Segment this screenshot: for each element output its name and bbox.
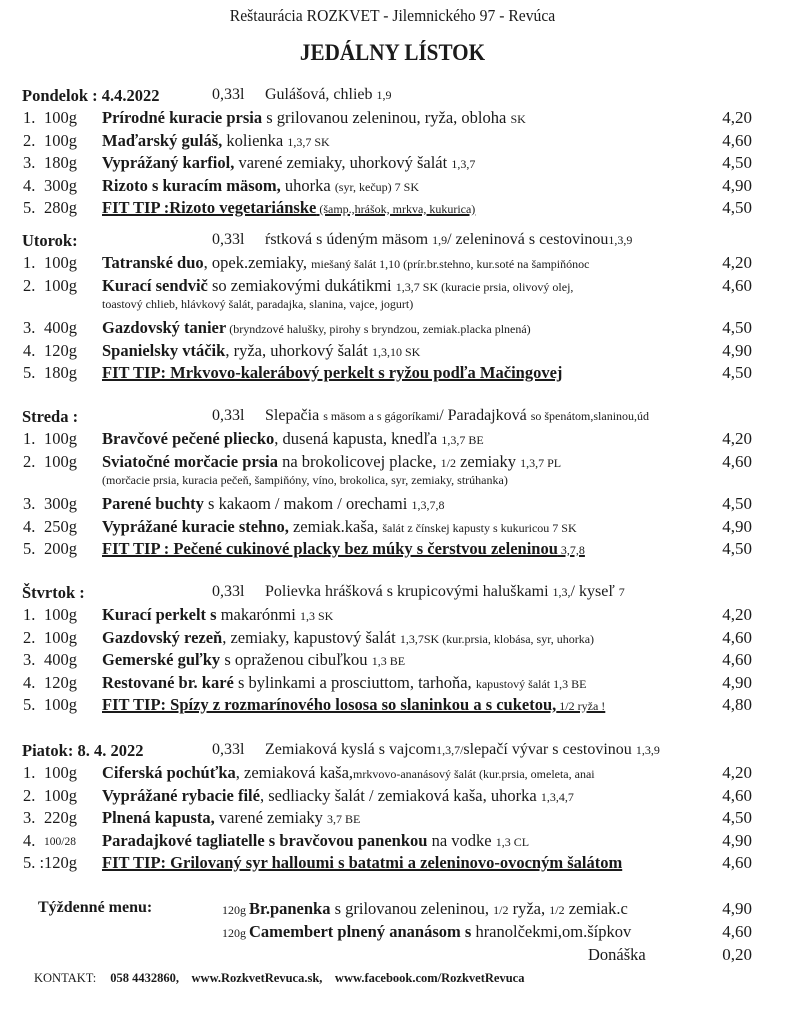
- text-fragment: 120g: [222, 903, 249, 917]
- text-fragment: Rizoto s kuracím mäsom,: [102, 175, 281, 195]
- item-weight: 250g: [44, 516, 77, 536]
- day-header: [22, 86, 775, 108]
- item-description: [102, 452, 715, 472]
- menu-item: [0, 808, 785, 830]
- weekly-item-price: 4,60: [722, 922, 752, 941]
- item-number: 1.: [23, 253, 36, 272]
- menu-title: JEDÁLNY LÍSTOK: [299, 40, 486, 65]
- text-fragment: s kakaom / makom / orechami: [203, 494, 412, 513]
- menu-item: [0, 318, 785, 340]
- item-weight: 100/28: [44, 835, 76, 848]
- item-description: [102, 363, 715, 383]
- text-fragment: 1/2: [440, 455, 456, 470]
- text-fragment: Restované br. karé: [102, 672, 234, 692]
- item-weight: 100g: [44, 695, 77, 714]
- text-fragment: kapustový šalát 1,3 BE: [475, 676, 587, 691]
- text-fragment: na brokolicovej placke,: [277, 451, 441, 471]
- item-description: [102, 517, 715, 537]
- soup-volume: 0,33l: [212, 583, 245, 600]
- text-fragment: s bylinkami a prosciuttom, tarhoňa,: [233, 672, 476, 692]
- text-fragment: Parené buchty: [102, 494, 204, 513]
- text-fragment: FIT TIP :Rizoto vegetariánske: [102, 198, 317, 217]
- text-fragment: ŕstková s údeným mäsom: [265, 231, 433, 248]
- item-description: [102, 494, 715, 514]
- text-fragment: 1,9: [376, 88, 392, 102]
- menu-item: [0, 628, 785, 650]
- item-price: 4,60: [722, 853, 752, 872]
- soup-of-the-day: [265, 407, 775, 425]
- item-description: [102, 673, 715, 693]
- item-weight: 400g: [44, 650, 77, 669]
- text-fragment: 1,3,7 SK (kuracie prsia, olivový olej,: [395, 279, 574, 294]
- item-number: 1.: [23, 429, 36, 448]
- menu-item: [0, 539, 785, 561]
- item-number: 3.: [23, 808, 36, 827]
- item-weight: 300g: [44, 175, 77, 195]
- contact-website[interactable]: www.RozkvetRevuca.sk,: [191, 971, 323, 985]
- item-number: 1.: [23, 605, 36, 624]
- weekly-item-description: [222, 899, 712, 919]
- text-fragment: s grilovanou zeleninou,: [330, 899, 494, 918]
- text-fragment: Vyprážané kuracie stehno,: [102, 516, 289, 536]
- item-weight: 300g: [44, 494, 77, 513]
- item-price: 4,90: [722, 830, 752, 850]
- item-price: 4,20: [722, 763, 752, 782]
- item-price: 4,90: [722, 516, 752, 536]
- item-description: [102, 808, 715, 828]
- day-header: [22, 407, 775, 429]
- text-fragment: , sedliacky šalát / zemiaková kaša, uhorka: [259, 785, 541, 805]
- item-description: [102, 341, 715, 361]
- text-fragment: Kurací perkelt s: [102, 605, 217, 624]
- text-fragment: (šamp.,hrášok, mrkva, kukurica): [316, 202, 476, 216]
- item-price: 4,50: [722, 808, 752, 827]
- text-fragment: Polievka hrášková s krupicovými haluškami: [265, 583, 553, 600]
- day-header: [22, 231, 775, 253]
- item-weight: 100g: [44, 605, 77, 624]
- item-price: 4,50: [722, 363, 752, 382]
- item-description: [102, 695, 715, 715]
- soup-of-the-day: [265, 231, 775, 249]
- item-description: [102, 318, 715, 338]
- item-description: [102, 539, 715, 559]
- text-fragment: 1,3,7SK (kur.prsia, klobása, syr, uhorka): [399, 631, 595, 646]
- text-fragment: 7: [618, 585, 625, 599]
- item-description: [102, 176, 715, 196]
- item-description: [102, 763, 715, 783]
- text-fragment: / Paradajková: [439, 407, 531, 424]
- item-number: 2.: [23, 130, 36, 150]
- text-fragment: , zemiaková kaša,: [235, 763, 354, 782]
- menu-item: [0, 605, 785, 627]
- text-fragment: slepačí vývar s cestovinou: [463, 741, 636, 758]
- text-fragment: s mäsom a s gágoríkami: [323, 409, 440, 423]
- menu-item: [0, 452, 785, 474]
- text-fragment: varené zemiaky, uhorkový šalát: [234, 153, 452, 172]
- text-fragment: Vyprážané rybacie filé: [102, 785, 260, 805]
- text-fragment: varené zemiaky: [214, 808, 328, 827]
- day-name: Pondelok : 4.4.2022: [22, 86, 160, 105]
- item-weight: 180g: [44, 153, 77, 172]
- item-number: 1.: [23, 763, 36, 782]
- text-fragment: Tatranské duo: [102, 253, 204, 272]
- item-number: 4.: [23, 175, 36, 195]
- delivery-label: Donáška: [588, 945, 646, 964]
- menu-item: [0, 517, 785, 539]
- menu-item: [0, 341, 785, 363]
- soup-volume: 0,33l: [212, 231, 245, 248]
- item-weight: 280g: [44, 198, 77, 217]
- text-fragment: 1,3,10 SK: [371, 344, 421, 359]
- item-number: 3.: [23, 153, 36, 172]
- item-weight: 100g: [44, 429, 77, 448]
- day-name: Štvrtok :: [22, 583, 85, 602]
- item-price: 4,60: [722, 627, 752, 647]
- day-header: [22, 583, 775, 605]
- menu-item: [0, 429, 785, 451]
- soup-of-the-day: [265, 86, 775, 104]
- text-fragment: 1,3,4,7: [540, 789, 574, 804]
- menu-item: [0, 831, 785, 853]
- item-description: [102, 831, 715, 851]
- item-price: 4,80: [722, 695, 752, 714]
- item-number: 3.: [23, 318, 36, 337]
- menu-item: [0, 494, 785, 516]
- text-fragment: miešaný šalát 1,10 (prír.br.stehno, kur.soté na šampiňónoc: [311, 257, 590, 271]
- item-price: 4,20: [722, 253, 752, 272]
- menu-item: [0, 786, 785, 808]
- menu-item: [0, 131, 785, 153]
- text-fragment: makarónmi: [216, 605, 300, 624]
- menu-item: [0, 695, 785, 717]
- item-description: [102, 853, 715, 873]
- item-price: 4,20: [722, 108, 752, 127]
- menu-item: [0, 363, 785, 385]
- item-weight: 100g: [44, 275, 77, 295]
- text-fragment: mrkvovo-ananásový šalát (kur.prsia, omeleta, anai: [353, 767, 595, 781]
- text-fragment: , ryža, uhorkový šalát: [225, 340, 372, 360]
- menu-item: [0, 276, 785, 298]
- text-fragment: Ciferská pochúťka: [102, 763, 236, 782]
- text-fragment: 3,7,8: [557, 543, 585, 557]
- text-fragment: SK: [510, 112, 526, 126]
- item-weight: 220g: [44, 808, 77, 827]
- text-fragment: 1,3,7: [451, 157, 476, 171]
- text-fragment: Bravčové pečené pliecko: [102, 429, 275, 448]
- text-fragment: 3,7 BE: [327, 812, 361, 826]
- text-fragment: zemiak.c: [564, 899, 628, 918]
- weekly-item: [222, 899, 752, 921]
- contact-label: KONTAKT:: [34, 971, 97, 985]
- menu-item: [0, 253, 785, 275]
- item-number: 5.: [23, 695, 36, 714]
- text-fragment: šalát z čínskej kapusty s kukuricou 7 SK: [382, 520, 577, 535]
- text-fragment: s grilovanou zeleninou, ryža, obloha: [262, 108, 511, 127]
- item-weight: 400g: [44, 318, 77, 337]
- item-price: 4,50: [722, 318, 752, 337]
- item-description: [102, 198, 715, 218]
- contact-facebook[interactable]: www.facebook.com/RozkvetRevuca: [334, 971, 525, 985]
- soup-of-the-day: [265, 583, 775, 601]
- text-fragment: 1,3,: [552, 585, 571, 599]
- text-fragment: Vyprážaný karfiol,: [102, 153, 235, 172]
- text-fragment: uhorka: [280, 175, 335, 195]
- item-number: 4.: [23, 340, 36, 360]
- item-number: 2.: [23, 451, 36, 471]
- soup-volume: 0,33l: [212, 86, 245, 103]
- soup-volume: 0,33l: [212, 741, 245, 758]
- item-description: [102, 786, 715, 806]
- item-number: 2.: [23, 275, 36, 295]
- item-price: 4,60: [722, 650, 752, 669]
- item-weight: 100g: [44, 627, 77, 647]
- menu-item: [0, 153, 785, 175]
- menu-item: [0, 108, 785, 130]
- menu-item: [0, 673, 785, 695]
- text-fragment: zemiak.kaša,: [288, 516, 383, 536]
- text-fragment: / zeleninová s cestovinou: [447, 231, 609, 248]
- text-fragment: 1,3,9: [635, 743, 660, 757]
- text-fragment: Camembert plnený ananásom s: [249, 922, 472, 941]
- item-price: 4,60: [722, 785, 752, 805]
- item-price: 4,60: [722, 275, 752, 295]
- text-fragment: Sviatočné morčacie prsia: [102, 451, 278, 471]
- text-fragment: 1,3,9: [608, 233, 633, 247]
- text-fragment: , opek.zemiaky,: [203, 253, 312, 272]
- menu-item: [0, 198, 785, 220]
- item-number: 4.: [23, 672, 36, 692]
- item-description: [102, 153, 715, 173]
- item-description: [102, 650, 715, 670]
- restaurant-address: Reštaurácia ROZKVET - Jilemnického 97 - Revúca: [229, 6, 556, 25]
- weekly-item: [222, 922, 752, 944]
- text-fragment: 1,3,7/: [436, 743, 464, 757]
- text-fragment: 1/2 ryža !: [556, 699, 606, 713]
- text-fragment: 1,3,7 SK: [287, 134, 330, 149]
- item-number: 5.: [23, 539, 36, 558]
- text-fragment: so špenátom,slaninou,úd: [530, 409, 650, 423]
- text-fragment: 1,3 BE: [371, 654, 406, 668]
- item-price: 4,90: [722, 175, 752, 195]
- menu-item: [0, 650, 785, 672]
- item-weight: 100g: [44, 130, 77, 150]
- item-description: [102, 108, 715, 128]
- item-description: [102, 605, 715, 625]
- text-fragment: 1,3,7,8: [411, 498, 445, 512]
- text-fragment: so zemiakovými dukátikmi: [207, 275, 396, 295]
- contact-phone: 058 4432860,: [110, 971, 180, 985]
- text-fragment: (syr, kečup) 7 SK: [334, 179, 419, 194]
- item-number: 4.: [23, 830, 36, 850]
- text-fragment: Br.panenka: [249, 899, 331, 918]
- weekly-menu-label: Týždenné menu:: [38, 899, 153, 916]
- item-number: 1.: [23, 108, 36, 127]
- day-name: Utorok:: [22, 231, 78, 250]
- item-weight: 100g: [44, 763, 77, 782]
- item-subdescription: toastový chlieb, hlávkový šalát, paradajka, slanina, vajce, jogurt): [102, 297, 414, 311]
- item-price: 4,50: [722, 494, 752, 513]
- item-description: [102, 429, 715, 449]
- text-fragment: , zemiaky, kapustový šalát: [222, 627, 400, 647]
- text-fragment: Gazdovský rezeň: [102, 627, 223, 647]
- item-number: 2.: [23, 785, 36, 805]
- text-fragment: 120g: [222, 926, 249, 940]
- text-fragment: FIT TIP : Pečené cukinové placky bez múky s čerstvou zeleninou: [102, 539, 558, 558]
- text-fragment: ryža,: [508, 899, 550, 918]
- menu-item: [0, 763, 785, 785]
- item-weight: 120g: [44, 340, 77, 360]
- item-weight: 100g: [44, 108, 77, 127]
- text-fragment: FIT TIP: Grilovaný syr halloumi s batatmi a zeleninovo-ovocným šalátom: [102, 853, 623, 872]
- item-description: [102, 131, 715, 151]
- item-description: [102, 253, 715, 273]
- item-number: 5.: [23, 363, 36, 382]
- text-fragment: Slepačia: [265, 407, 324, 424]
- item-price: 4,90: [722, 340, 752, 360]
- item-price: 4,60: [722, 130, 752, 150]
- weekly-item-price: 4,90: [722, 899, 752, 918]
- text-fragment: Gemerské guľky: [102, 650, 221, 669]
- item-price: 4,50: [722, 539, 752, 558]
- item-description: [102, 276, 715, 296]
- text-fragment: , dusená kapusta, knedľa: [274, 429, 442, 448]
- menu-item: [0, 853, 785, 875]
- text-fragment: kolienka: [222, 130, 288, 150]
- text-fragment: 1,3,7 PL: [520, 455, 562, 470]
- item-number: 2.: [23, 627, 36, 647]
- contact-footer: [34, 971, 524, 986]
- text-fragment: FIT TIP: Mrkvovo-kalerábový perkelt s ryžou podľa Mačingovej: [102, 363, 563, 382]
- text-fragment: (bryndzové halušky, pirohy s bryndzou, zemiak.placka plnená): [226, 322, 531, 336]
- day-name: Piatok: 8. 4. 2022: [22, 741, 144, 760]
- item-price: 4,50: [722, 198, 752, 217]
- text-fragment: Zemiaková kyslá s vajcom: [265, 741, 437, 758]
- text-fragment: 1,3 CL: [495, 834, 530, 849]
- text-fragment: / kyseľ: [570, 583, 619, 600]
- item-price: 4,50: [722, 153, 752, 172]
- text-fragment: 1/2: [549, 903, 565, 917]
- item-weight: 100g: [44, 785, 77, 805]
- day-name: Streda :: [22, 407, 79, 426]
- text-fragment: Prírodné kuracie prsia: [102, 108, 263, 127]
- day-header: [22, 741, 775, 763]
- item-weight: 120g: [44, 672, 77, 692]
- item-subdescription: (morčacie prsia, kuracia pečeň, šampiňóny, víno, brokolica, syr, zemiaky, strúhanka): [102, 473, 508, 487]
- text-fragment: Gazdovský tanier: [102, 318, 227, 337]
- text-fragment: 1/2: [493, 903, 509, 917]
- soup-volume: 0,33l: [212, 407, 245, 424]
- item-weight: 180g: [44, 363, 77, 382]
- text-fragment: na vodke: [427, 830, 496, 850]
- text-fragment: 1,3,7 BE: [441, 433, 484, 447]
- text-fragment: Spanielsky vtáčik: [102, 340, 226, 360]
- item-price: 4,20: [722, 605, 752, 624]
- menu-item: [0, 176, 785, 198]
- item-number: 5. :: [23, 853, 45, 872]
- item-price: 4,90: [722, 672, 752, 692]
- text-fragment: hranolčekmi,om.šípkov: [471, 922, 632, 941]
- item-number: 3.: [23, 494, 36, 513]
- item-weight: 120g: [44, 853, 77, 872]
- item-price: 4,20: [722, 429, 752, 448]
- item-number: 3.: [23, 650, 36, 669]
- text-fragment: 1,3 SK: [299, 609, 334, 623]
- item-weight: 100g: [44, 451, 77, 471]
- item-weight: 200g: [44, 539, 77, 558]
- item-description: [102, 628, 715, 648]
- weekly-item-description: [222, 922, 712, 942]
- text-fragment: Plnená kapusta,: [102, 808, 215, 827]
- text-fragment: zemiaky: [455, 451, 521, 471]
- item-number: 5.: [23, 198, 36, 217]
- text-fragment: FIT TIP: Spízy z rozmarínového lososa so slaninkou a s cuketou,: [102, 695, 557, 714]
- text-fragment: Kurací sendvič: [102, 275, 208, 295]
- item-weight: 100g: [44, 253, 77, 272]
- delivery-price: 0,20: [722, 945, 752, 964]
- item-price: 4,60: [722, 451, 752, 471]
- text-fragment: Maďarský guláš,: [102, 130, 223, 150]
- text-fragment: 1,9: [432, 233, 448, 247]
- text-fragment: s opraženou cibuľkou: [220, 650, 372, 669]
- text-fragment: Paradajkové tagliatelle s bravčovou panenkou: [102, 830, 428, 850]
- item-number: 4.: [23, 516, 36, 536]
- soup-of-the-day: [265, 741, 775, 759]
- text-fragment: Gulášová, chlieb: [265, 86, 377, 103]
